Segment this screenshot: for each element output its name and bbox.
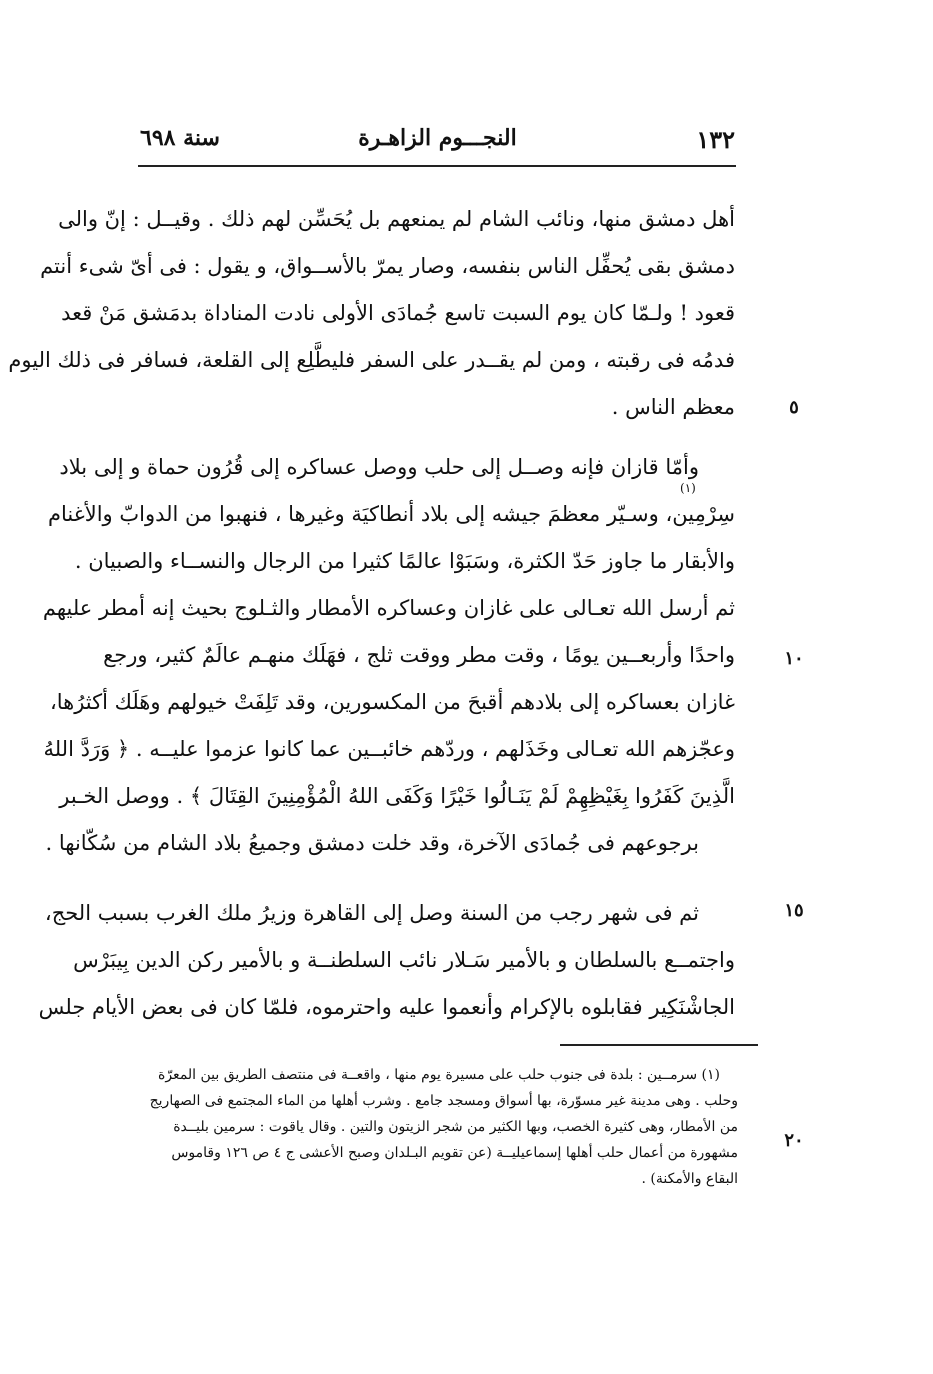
header-rule [138, 165, 736, 167]
text-line: واجتمــع بالسلطان و بالأمير سَـلار نائب السلطنــة و بالأمير ركن الدين بِيبَرْس [73, 948, 735, 972]
footnote-line: البقاع والأمكنة) . [641, 1171, 738, 1187]
text-line: فدمُه فى رقبته ، ومن لم يقــدر على السفر فليطَّلِع إلى القلعة، فسافر فى ذلك اليوم [8, 348, 735, 372]
paragraph-2 [42, 444, 735, 867]
line-number-5: ٥ [789, 397, 799, 418]
text-line: سِرْمِين، وسـيّر معظمَ جيشه إلى بلاد أنطاكيَة وغيرها ، فنهبوا من الدوابّ والأغنام [48, 502, 735, 526]
text-line: واحدًا وأربعــين يومًا ، وقت مطر ووقت ثلج ، فهَلَك منهـم عالَمٌ كثير، ورجع [103, 643, 735, 667]
text-line: وأمّا قازان فإنه وصــل إلى حلب ووصل عساكره إلى قُرُون حماة و إلى بلاد [59, 455, 699, 479]
footnote [149, 1062, 738, 1192]
page-header [140, 125, 735, 161]
line-number-15: ١٥ [784, 900, 804, 921]
text-line: غازان بعساكره إلى بلادهم أقبحَ من المكسورين، وقد تَلِفَتْ خيولهم وهَلَك أكثرُها، [49, 690, 735, 714]
text-line: برجوعهم فى جُمادَى الآخرة، وقد خلت دمشق وجميعُ بلاد الشام من سُكّانها . [45, 831, 699, 855]
footnote-rule [560, 1044, 758, 1046]
text-line: قعود ! ولـمّا كان يوم السبت تاسع جُمادَى الأولى نادت المناداة بدمَشق مَنْ قعد [61, 301, 735, 325]
footnote-line: من الأمطار، وهى كثيرة الخصب، وبها الكثير من شجر الزيتون والتين . وقال ياقوت : سرمين بليــدة [173, 1119, 738, 1135]
footnote-line: (١) سرمــين : بلدة فى جنوب حلب على مسيرة يوم منها ، واقعــة فى منتصف الطريق بين المعرّة [158, 1067, 720, 1083]
book-title: النجـــوم الزاهـرة [358, 125, 517, 151]
footnote-line: مشهورة من أعمال حلب أهلها إسماعيليــة (عن تقويم البـلدان وصبح الأعشى ج ٤ ص ١٢٦ وقاموس [171, 1145, 738, 1161]
paragraph-1 [8, 196, 735, 431]
page-number: ١٣٢ [696, 125, 735, 154]
year-label: سنة ٦٩٨ [140, 125, 220, 151]
text-line: أهل دمشق منها، ونائب الشام لم يمنعهم بل يُحَسِّن لهم ذلك . وقيــل : إنّ والى [58, 207, 735, 231]
text-line: ثم أرسل الله تعـالى على غازان وعساكره الأمطار والثـلوج بحيث إنه أمطر عليهم [42, 596, 735, 620]
text-line: معظم الناس . [611, 395, 735, 419]
line-number-20: ٢٠ [784, 1130, 804, 1151]
footnote-ref-mark: (١) [680, 481, 696, 495]
text-line: والأبقار ما جاوز حَدّ الكثرة، وسَبَوْا عالمًا كثيرا من الرجال والنســاء والصبيان . [74, 549, 735, 573]
text-line: ثم فى شهر رجب من السنة وصل إلى القاهرة وزيرُ ملك الغرب بسبب الحج، [44, 901, 699, 925]
text-line: دمشق بقى يُحفِّل الناس بنفسه، وصار يمرّ بالأســواق، و يقول : فى أىّ شىء أنتم [40, 254, 735, 278]
line-number-10: ١٠ [784, 648, 804, 669]
footnote-line: وحلب . وهى مدينة غير مسوّرة، بها أسواق ومسجد جامع . وشرب أهلها من الماء المجتمع فى الصهاريج [149, 1093, 738, 1109]
paragraph-3 [38, 890, 735, 1031]
text-line: الَّذِينَ كَفَرُوا بِغَيْظِهِمْ لَمْ يَنَـالُوا خَيْرًا وَكَفَى اللهُ الْمُؤْمِنِينَ القِتَالَ ﴾ . ووصل الخـبر [59, 784, 735, 808]
text-line: الجاشْنَكِير فقابلوه بالإكرام وأنعموا عليه واحترموه، فلمّا كان فى بعض الأيام جلس [38, 995, 735, 1019]
text-line: وعجّزهم الله تعـالى وخَذَلهم ، وردّهم خائبــين عما كانوا عزموا عليــه . ﴿ وَرَدَّ اللهُ [43, 737, 735, 761]
